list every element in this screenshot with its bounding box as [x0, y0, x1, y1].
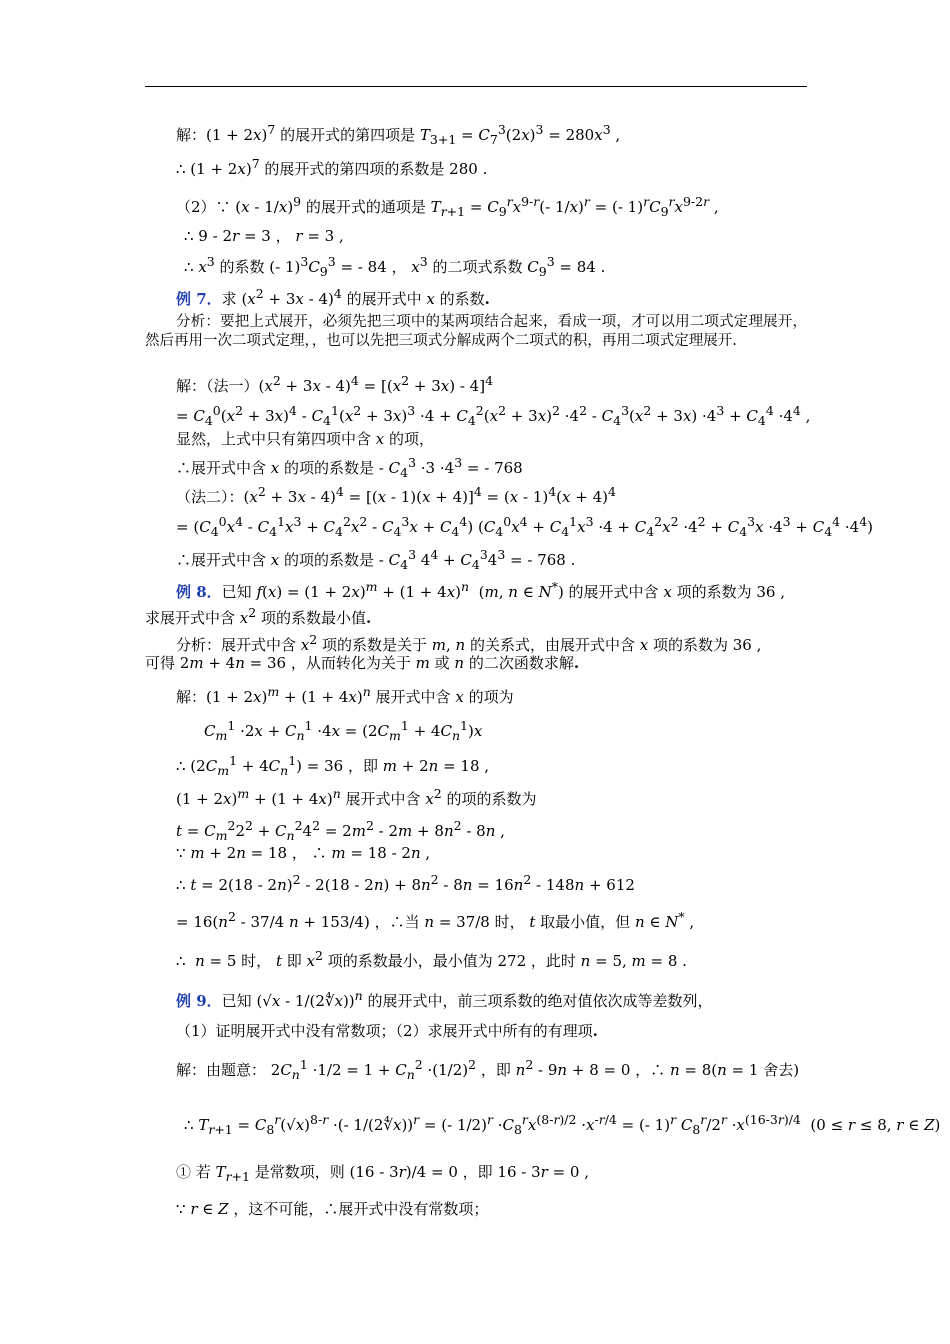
analysis-8-line-2: 可得 2m + 4n = 36 ，从而转化为关于 m 或 n 的二次函数求解.: [145, 654, 580, 672]
example-7: 例 7．求 $(x^2 + 3x - 4)^4$ 的展开式中 x 的系数.: [176, 286, 490, 308]
solution-8-line-2: $C_m^1 \cdot 2x + C_n^1 \cdot 4x = (2C_m^1 + 4C_n^1)x$: [204, 718, 483, 743]
solution-8-line-9: ∴ n = 5 时， t 即 $x^2$ 项的系数最小，最小值为 272 ，此时 n = 5, m = 8 .: [176, 948, 687, 970]
solution-9-line-2: ∴ $T_{r+1} = C_8^r(√x)^{8-r}$ ·(- 1/(2∜x))$^r$ = (- $1/2)^r \cdot C_8^rx^{(8-r)/2} \cdot x^{-r/4}$ = (- 1)$^r$ $C_8^r/2^r \cdot x^{(16-3r)/4}$ (0 ≤ r ≤ 8, r ∈ Z): [184, 1112, 941, 1137]
example-8-line-2: 求展开式中含 $x^2$ 项的系数最小值.: [145, 605, 372, 627]
method1-line-3: 显然，上式中只有第四项中含 x 的项，: [176, 430, 435, 448]
method2-line-2: = $(C_4^0x^4 - C_4^1x^3 + C_4^2x^2 - C_4^3x + C_4^4) (C_4^0x^4 + C_4^1x^3 \cdot 4 + C_4^2x^2 \cdot 4^2 + C_4^3x \cdot 4^3 + C_4^4 \cdot 4^4)$: [176, 514, 874, 539]
solution-line-5: ∴ $x^3$ 的系数 (- $1)^3C_9^3$ = - 84 ， $x^3$ 的二项式系数 $C_9^3 = 84$ .: [184, 254, 606, 279]
method1-line-4: ∴展开式中含 x 的项的系数是 - $C_4^3 \cdot 3 \cdot 4^3$ = - 768: [176, 455, 523, 480]
solution-line-3: （2）∵ (x - 1/x)$^9$ 的展开式的通项是 $T_{r+1} = C_9^rx^{9-r}(-$ 1/x)$^r$ = (- $1)^rC_9^rx^{9-2r}$ ,: [176, 194, 719, 219]
solution-8-line-3: ∴ $(2C_m^1 + 4C_n^1) = 36$ ，即 m + 2n = 18 ,: [176, 753, 490, 778]
solution-line-4: ∴ 9 - 2r = 3 ， r = 3 ,: [184, 227, 344, 245]
method2-line-1: （法二）：$(x^2 + 3x - 4)^4 = [(x - 1)(x + 4)]^4 = (x - 1)^4(x + 4)^4$: [176, 484, 616, 506]
example-9-line-2: （1）证明展开式中没有常数项；（2）求展开式中所有的有理项.: [176, 1022, 598, 1040]
method1-line-2: = $C_4^0(x^2 + 3x)^4 - C_4^1(x^2 + 3x)^3 \cdot 4 + C_4^2(x^2 + 3x)^2 \cdot 4^2 - C_4^3(x^2 + 3x) \cdot 4^3 + C_4^4 \cdot 4^4$ ,: [176, 403, 811, 428]
solution-8-line-1: 解：$(1 + 2x)^m + (1 + 4x)^n$ 展开式中含 x 的项为: [176, 684, 514, 706]
solution-8-line-7: ∴ $t = 2(18 - 2n)^2 - 2(18 - 2n) + 8n^2 - 8n = 16n^2 - 148n + 612$: [176, 872, 635, 894]
header-rule: [145, 86, 807, 87]
solution-8-line-4: $(1 + 2x)^m + (1 + 4x)^n$ 展开式中含 $x^2$ 的项的系数为: [176, 786, 537, 808]
solution-line-1: 解：$(1 + 2x)^7$ 的展开式的第四项是 $T_{3+1} = C_7^3(2x)^3 = 280x^3$ ,: [176, 122, 621, 147]
solution-9-line-4: ∵ r ∈ Z ，这不可能，∴展开式中没有常数项；: [176, 1200, 489, 1218]
analysis-7: 分析：要把上式展开，必须先把三项中的某两项结合起来，看成一项，才可以用二项式定理展开，然后再用一次二项式定理，，也可以先把三项式分解成两个二项式的积，再用二项式定理展开.: [145, 314, 807, 349]
analysis-8-line-1: 分析：展开式中含 $x^2$ 项的系数是关于 m, n 的关系式，由展开式中含 x 项的系数为 36 ,: [176, 632, 762, 654]
method1-line-1: 解：（法一）$(x^2 + 3x - 4)^4 = [(x^2 + 3x) - 4]^4$: [176, 373, 494, 395]
solution-9-line-3: ① 若 $T_{r+1}$ 是常数项，则 (16 - 3r)/4 = 0 ，即 16 - 3r = 0 ,: [176, 1163, 590, 1184]
example-9-line-1: 例 9．已知 (√x - 1/(2∜x))$^n$ 的展开式中，前三项系数的绝对值依次成等差数列，: [176, 988, 713, 1010]
solution-8-line-6: ∵ m + 2n = 18 ， ∴ m = 18 - 2n ,: [176, 844, 431, 862]
solution-8-line-5: $t = C_m^22^2 + C_n^24^2 = 2m^2 - 2m + 8n^2 - 8n$ ,: [176, 818, 505, 843]
solution-9-line-1: 解：由题意： $2C_n^1 \cdot 1/2 = 1 + C_n^2 \cdot(1/2)^2$ ，即 $n^2 - 9n + 8 = 0$ ，∴ n = 8(n = 1 舍去): [176, 1057, 800, 1082]
solution-line-2: ∴ $(1 + 2x)^7$ 的展开式的第四项的系数是 280 .: [176, 156, 488, 178]
method2-line-3: ∴展开式中含 x 的项的系数是 - $C_4^3$ $4^4 + C_4^34^3$ = - 768 .: [176, 547, 576, 572]
example-8-line-1: 例 8．已知 $f(x) = (1 + 2x)^m + (1 + 4x)^n$ (m, n ∈ N*) 的展开式中含 x 项的系数为 36 ,: [176, 579, 785, 601]
solution-8-line-8: = $16(n^2 - 37/4$ n + 153/4) ，∴当 n = 37/8 时， t 取最小值，但 n ∈ N* ,: [176, 909, 695, 931]
